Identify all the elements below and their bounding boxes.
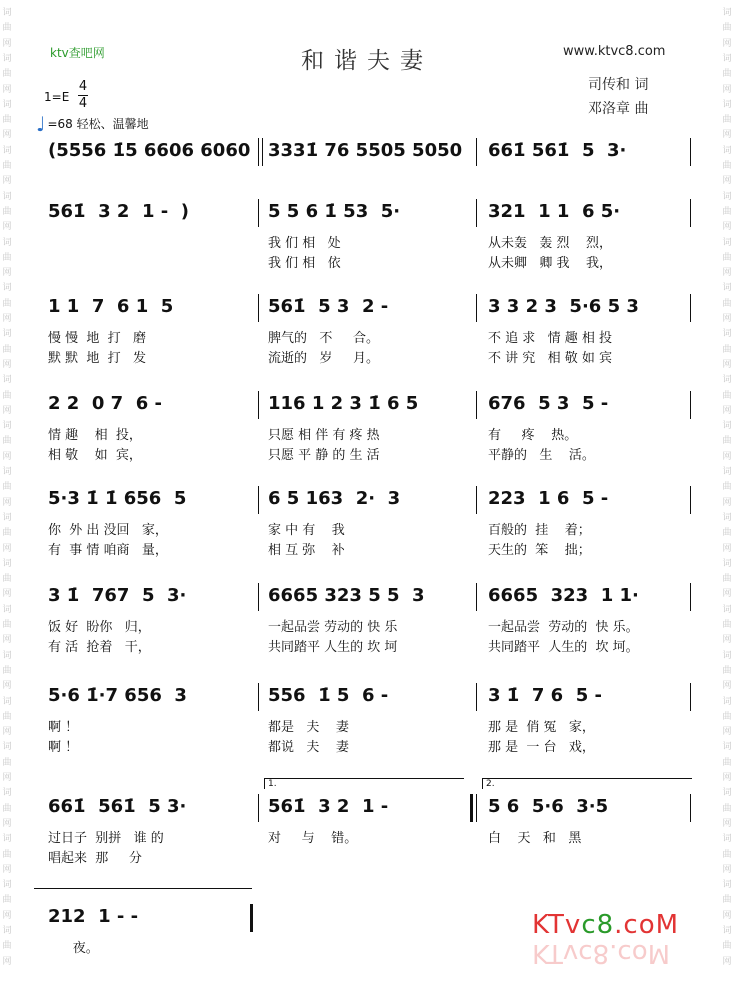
volta-bracket: 1.	[264, 778, 464, 789]
meter-bottom: 4	[78, 96, 88, 111]
edge-watermark-char: 词	[722, 604, 732, 615]
bar-line	[690, 583, 691, 611]
edge-watermark-char: 网	[2, 635, 12, 646]
edge-watermark-char: 词	[722, 558, 732, 569]
edge-watermark-char: 网	[722, 635, 732, 646]
edge-watermark-char: 网	[722, 773, 732, 783]
edge-watermark-char: 词	[722, 788, 732, 799]
edge-watermark-char: 网	[722, 497, 732, 508]
edge-watermark-char: 曲	[2, 390, 12, 401]
edge-watermark-char: 曲	[722, 482, 732, 493]
edge-watermark-char: 曲	[722, 69, 732, 80]
edge-watermark-char: 曲	[722, 711, 732, 722]
edge-watermark-char: 网	[2, 222, 12, 233]
edge-watermark-char: 网	[722, 910, 732, 921]
measure-notes: (5556 1̇5 6606 6060	[48, 140, 251, 161]
measure-notes: 3 1̇ 7 6 5 -	[488, 685, 602, 706]
bar-line	[476, 486, 477, 514]
edge-watermark-char: 曲	[2, 482, 12, 493]
measure-notes: 223 1 6 5 -	[488, 488, 609, 509]
edge-watermark-char: 词	[2, 558, 12, 569]
bar-line	[476, 294, 477, 322]
lyric-verse-2: 平静的 生 活。	[488, 448, 595, 463]
lyric-verse-2: 有 活 抢着 干，	[48, 640, 151, 655]
edge-watermark-char: 网	[722, 222, 732, 233]
bar-line	[476, 683, 477, 711]
lyric-verse-2: 我 们 相 依	[268, 256, 341, 271]
measure-notes: 561̇ 3 2 1 -	[268, 796, 389, 817]
final-row-line	[34, 888, 252, 889]
edge-watermark-char: 词	[722, 742, 732, 753]
edge-watermark-char: 曲	[722, 344, 732, 355]
edge-watermark-char: 曲	[722, 436, 732, 447]
measure-notes: 661̇ 561̇ 5 3·	[488, 140, 627, 161]
edge-watermark-char: 词	[2, 191, 12, 202]
measure-notes: 5·3 1̇ 1̇ 656 5	[48, 488, 187, 509]
edge-watermark-char: 网	[2, 864, 12, 875]
edge-watermark-char: 曲	[722, 115, 732, 126]
lyric-verse-2: 流逝的 岁 月。	[268, 351, 380, 366]
bar-line	[690, 138, 691, 166]
lyric-verse-2: 都说 夫 妻	[268, 740, 349, 755]
lyric-verse-1: 只愿 相 伴 有 疼 热	[268, 428, 380, 443]
edge-watermark-char: 词	[2, 283, 12, 294]
edge-watermark-char: 词	[2, 8, 12, 18]
edge-watermark-char: 词	[2, 512, 12, 523]
edge-watermark-char: 曲	[722, 803, 732, 814]
lyric-verse-2: 相 敬 如 宾，	[48, 448, 142, 463]
tempo-text: =68 轻松、温馨地	[47, 117, 149, 131]
edge-watermark-char: 曲	[722, 528, 732, 539]
edge-watermark-char: 网	[722, 589, 732, 600]
edge-watermark-char: 曲	[722, 757, 732, 768]
edge-watermark-char: 网	[722, 405, 732, 416]
edge-watermark-char: 曲	[722, 895, 732, 906]
measure-notes: 2 2 0 7 6 -	[48, 393, 162, 414]
edge-watermark-char: 词	[2, 742, 12, 753]
edge-watermark-char: 词	[2, 650, 12, 661]
edge-watermark-char: 网	[2, 773, 12, 783]
edge-watermark-char: 词	[2, 880, 12, 891]
lyric-verse-2: 唱起来 那 分	[48, 851, 142, 866]
edge-watermark-char: 曲	[722, 574, 732, 585]
edge-watermark-char: 曲	[2, 620, 12, 630]
measure-notes: 3331̇ 76 5505 5050	[268, 140, 463, 161]
measure-notes: 561̇ 3 2 1 - )	[48, 201, 189, 222]
edge-watermark-char: 词	[2, 926, 12, 936]
measure-notes: 5 6 5·6 3·5	[488, 796, 609, 817]
edge-watermark-char: 曲	[2, 69, 12, 80]
bar-line	[476, 794, 477, 822]
lyric-verse-2: 那 是 一 台 戏，	[488, 740, 595, 755]
edge-watermark-char: 曲	[722, 620, 732, 630]
lyric-verse-1: 过日子 别拼 谁 的	[48, 831, 164, 846]
edge-watermark-char: 曲	[2, 23, 12, 34]
edge-watermark-char: 曲	[2, 941, 12, 952]
edge-watermark-char: 曲	[2, 115, 12, 126]
edge-watermark-char: 词	[722, 283, 732, 294]
bar-line	[690, 391, 691, 419]
edge-watermark-char: 词	[2, 375, 12, 386]
bar-line	[258, 583, 259, 611]
measure-notes: 6 5 163 2· 3	[268, 488, 401, 509]
site-url: www.ktvc8.com	[563, 44, 666, 59]
edge-watermark-char: 曲	[2, 344, 12, 355]
edge-watermark-char: 词	[2, 237, 12, 248]
bar-line	[258, 486, 259, 514]
edge-watermark-char: 词	[722, 8, 732, 18]
edge-watermark-char: 曲	[722, 206, 732, 217]
lyric-verse-1: 那 是 俏 冤 家，	[488, 720, 595, 735]
edge-watermark-char: 网	[2, 314, 12, 324]
edge-watermark-char: 曲	[2, 574, 12, 585]
edge-watermark-char: 词	[2, 53, 12, 64]
edge-watermark-char: 词	[722, 191, 732, 202]
brand-label: ktv查吧网	[50, 46, 105, 60]
lyric-verse-1: 我 们 相 处	[268, 236, 341, 251]
bar-line	[258, 199, 259, 227]
edge-watermark-char: 网	[2, 589, 12, 600]
edge-watermark-char: 曲	[722, 941, 732, 952]
edge-watermark-char: 曲	[2, 665, 12, 676]
lyric-verse-2: 共同踏平 人生的 坎 坷。	[488, 640, 639, 655]
lyric-verse-2: 从未卿 卿 我 我，	[488, 256, 613, 271]
edge-watermark-char: 网	[722, 956, 732, 967]
volta-bracket: 2.	[482, 778, 692, 789]
lyric-verse-1: 百般的 挂 着；	[488, 523, 591, 538]
bar-line	[258, 138, 259, 166]
edge-watermark-char: 网	[722, 543, 732, 554]
measure-notes: 661̇ 561̇ 5 3·	[48, 796, 187, 817]
edge-watermark-char: 网	[2, 268, 12, 279]
edge-watermark-char: 曲	[722, 849, 732, 860]
edge-watermark-char: 曲	[722, 23, 732, 34]
edge-watermark-char: 词	[722, 834, 732, 845]
edge-watermark-char: 网	[722, 818, 732, 829]
bar-line	[690, 199, 691, 227]
bar-line	[262, 138, 263, 166]
edge-watermark-char: 网	[2, 956, 12, 967]
measure-notes: 321 1 1 6 5·	[488, 201, 621, 222]
edge-watermark-char: 曲	[722, 252, 732, 263]
ktvc8-logo-reflection: KTvc8.coM	[532, 938, 671, 968]
edge-watermark-char: 网	[2, 818, 12, 829]
lyric-verse-1: 一起品尝 劳动的 快 乐。	[488, 620, 639, 635]
edge-watermark-char: 曲	[2, 206, 12, 217]
ktvc8-logo: KTvc8.coM	[532, 910, 680, 940]
lyric-verse-1: 一起品尝 劳动的 快 乐	[268, 620, 398, 635]
lyric-verse-2: 共同踏平 人生的 坎 坷	[268, 640, 398, 655]
edge-watermark-char: 词	[722, 926, 732, 936]
edge-watermark-char: 网	[2, 910, 12, 921]
bar-line	[258, 794, 259, 822]
lyric-verse-2: 有 事 情 咱商 量，	[48, 543, 168, 558]
bar-line	[250, 904, 253, 932]
edge-watermark-char: 词	[2, 696, 12, 707]
edge-watermark-char: 网	[722, 84, 732, 95]
edge-watermark-char: 曲	[2, 161, 12, 171]
measure-notes: 116 1 2 3 1̇ 6 5	[268, 393, 419, 414]
edge-watermark-char: 曲	[2, 711, 12, 722]
edge-watermark-char: 网	[722, 176, 732, 187]
edge-watermark-char: 词	[722, 421, 732, 432]
edge-watermark-char: 网	[722, 38, 732, 49]
measure-notes: 556 1̇ 5 6 -	[268, 685, 389, 706]
edge-watermark-char: 词	[722, 467, 732, 477]
edge-watermark-char: 网	[722, 864, 732, 875]
key-signature: 1=E	[44, 90, 70, 104]
edge-watermark-char: 词	[722, 99, 732, 110]
edge-watermark-char: 网	[2, 130, 12, 141]
lyric-verse-1: 你 外 出 没回 家，	[48, 523, 168, 538]
measure-notes: 5·6 1̇·7 656 3	[48, 685, 187, 706]
measure-notes: 1 1 7 6 1 5	[48, 296, 174, 317]
lyric-verse-1: 有 疼 热。	[488, 428, 578, 443]
lyricist-credit: 司传和 词	[588, 77, 649, 93]
lyric-verse-1: 饭 好 盼你 归，	[48, 620, 151, 635]
composer-credit: 邓洛章 曲	[588, 101, 649, 117]
edge-watermark-char: 曲	[2, 757, 12, 768]
edge-watermark-char: 曲	[2, 528, 12, 539]
meter-top: 4	[78, 79, 88, 94]
bar-line	[690, 486, 691, 514]
lyric-verse-2: 天生的 笨 拙；	[488, 543, 591, 558]
edge-watermark-char: 网	[722, 268, 732, 279]
measure-notes: 6665 323 1 1·	[488, 585, 639, 606]
edge-watermark-char: 词	[2, 788, 12, 799]
edge-watermark-char: 网	[722, 130, 732, 141]
bar-line	[258, 294, 259, 322]
bar-line	[690, 294, 691, 322]
lyric-verse-2: 相 互 弥 补	[268, 543, 345, 558]
edge-watermark-char: 词	[722, 145, 732, 156]
bar-line	[690, 794, 691, 822]
edge-watermark-char: 网	[2, 451, 12, 462]
edge-watermark-char: 词	[722, 650, 732, 661]
edge-watermark-char: 词	[722, 375, 732, 386]
edge-watermark-char: 词	[722, 237, 732, 248]
edge-watermark-char: 网	[722, 451, 732, 462]
measure-notes: 3 1̇ 767 5 3·	[48, 585, 187, 606]
edge-watermark-char: 词	[2, 604, 12, 615]
edge-watermark-char: 曲	[722, 298, 732, 309]
edge-watermark-char: 词	[722, 512, 732, 523]
edge-watermark-char: 曲	[2, 849, 12, 860]
edge-watermark-char: 曲	[2, 803, 12, 814]
bar-line	[476, 391, 477, 419]
edge-watermark-char: 曲	[2, 436, 12, 447]
lyric-verse-1: 夜。	[48, 941, 99, 956]
repeat-barline	[470, 794, 473, 822]
edge-watermark-char: 曲	[2, 252, 12, 263]
measure-notes: 561̇ 5 3 2 -	[268, 296, 389, 317]
bar-line	[476, 199, 477, 227]
edge-watermark-char: 词	[2, 467, 12, 477]
lyric-verse-1: 都是 夫 妻	[268, 720, 349, 735]
edge-watermark-char: 曲	[2, 895, 12, 906]
bar-line	[476, 138, 477, 166]
lyric-verse-1: 不 追 求 情 趣 相 投	[488, 331, 613, 346]
lyric-verse-1: 情 趣 相 投，	[48, 428, 142, 443]
lyric-verse-2: 只愿 平 静 的 生 活	[268, 448, 380, 463]
edge-watermark-char: 词	[2, 99, 12, 110]
lyric-verse-1: 脾气的 不 合。	[268, 331, 380, 346]
lyric-verse-1: 从未轰 轰 烈 烈，	[488, 236, 613, 251]
lyric-verse-2: 默 默 地 打 发	[48, 351, 147, 366]
quarter-note-icon: ♩	[36, 112, 46, 136]
bar-line	[690, 683, 691, 711]
edge-watermark-char: 网	[2, 176, 12, 187]
measure-notes: 6665 323 5 5 3	[268, 585, 425, 606]
edge-watermark-char: 曲	[722, 161, 732, 171]
lyric-verse-2: 啊 ！	[48, 740, 79, 755]
edge-watermark-char: 网	[722, 727, 732, 738]
edge-watermark-char: 网	[2, 38, 12, 49]
bar-line	[258, 683, 259, 711]
edge-watermark-char: 网	[2, 543, 12, 554]
edge-watermark-char: 网	[2, 405, 12, 416]
edge-watermark-char: 网	[2, 681, 12, 692]
edge-watermark-char: 词	[722, 696, 732, 707]
measure-notes: 212 1 - -	[48, 906, 139, 927]
lyric-verse-1: 对 与 错。	[268, 831, 358, 846]
edge-watermark-char: 网	[722, 681, 732, 692]
edge-watermark-char: 网	[2, 359, 12, 370]
measure-notes: 5 5 6 1̇ 53 5·	[268, 201, 401, 222]
bar-line	[476, 583, 477, 611]
lyric-verse-1: 啊 ！	[48, 720, 79, 735]
lyric-verse-1: 白 天 和 黑	[488, 831, 582, 846]
edge-watermark-char: 网	[722, 359, 732, 370]
edge-watermark-char: 词	[2, 145, 12, 156]
measure-notes: 676 5 3 5 -	[488, 393, 609, 414]
edge-watermark-char: 曲	[722, 665, 732, 676]
song-title: 和谐夫妻	[301, 48, 433, 74]
edge-watermark-char: 网	[2, 84, 12, 95]
edge-watermark-char: 网	[2, 497, 12, 508]
edge-watermark-char: 词	[2, 421, 12, 432]
lyric-verse-2: 不 讲 究 相 敬 如 宾	[488, 351, 613, 366]
measure-notes: 3 3 2 3 5·6 5 3	[488, 296, 639, 317]
edge-watermark-char: 曲	[722, 390, 732, 401]
edge-watermark-char: 网	[2, 727, 12, 738]
bar-line	[258, 391, 259, 419]
edge-watermark-char: 网	[722, 314, 732, 324]
edge-watermark-char: 词	[722, 329, 732, 340]
lyric-verse-1: 家 中 有 我	[268, 523, 345, 538]
edge-watermark-char: 曲	[2, 298, 12, 309]
edge-watermark-char: 词	[2, 834, 12, 845]
edge-watermark-char: 词	[2, 329, 12, 340]
lyric-verse-1: 慢 慢 地 打 磨	[48, 331, 147, 346]
edge-watermark-char: 词	[722, 880, 732, 891]
edge-watermark-char: 词	[722, 53, 732, 64]
